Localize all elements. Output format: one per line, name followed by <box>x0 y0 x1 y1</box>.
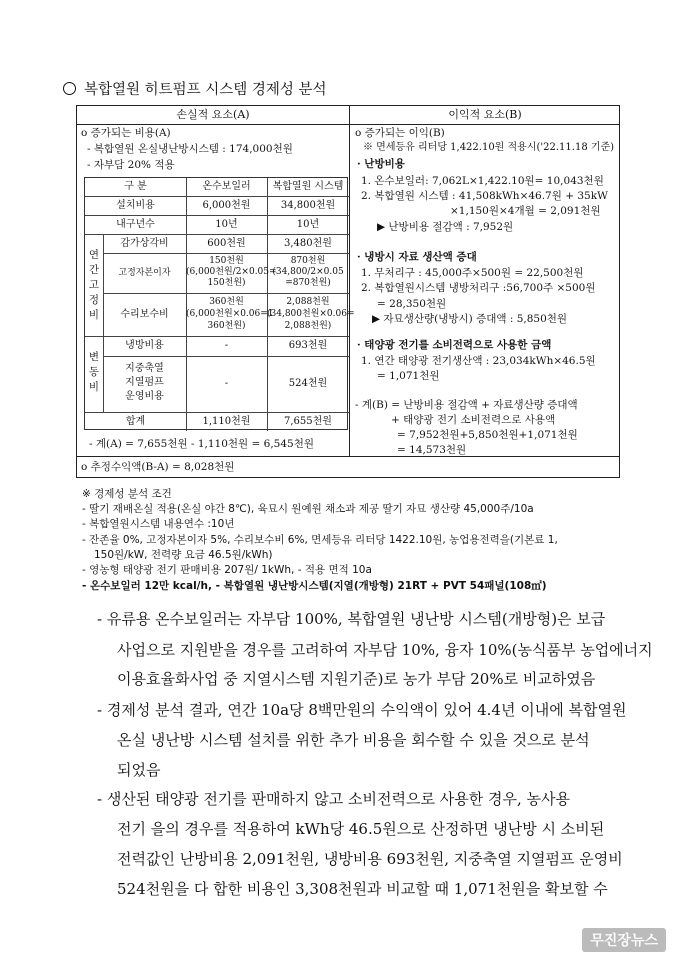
circle-bullet-icon <box>63 82 76 95</box>
geothermal-hybrid: 524천원 <box>288 378 328 389</box>
paragraph-2-line-2: 온실 냉난방 시스템 설치를 위한 추가 비용을 회수할 수 있을 것으로 분석 <box>117 731 590 749</box>
paragraph-1-line-3: 이용효율화사업 중 지열시스템 지원기준)로 농가 부담 20%로 비교하였음 <box>117 670 596 688</box>
capital-interest-boiler-1: 150천원 <box>209 256 244 266</box>
estimate-divider <box>77 456 619 457</box>
fixed-cost-group-label: 연간고정비 <box>88 249 100 321</box>
solar-heading: · 태양광 전기를 소비전력으로 사용한 금액 <box>357 339 552 351</box>
profit-total-line-3: = 7,952천원+5,850천원+1,071천원 <box>397 429 578 441</box>
total-label: 합계 <box>125 416 146 427</box>
install-hybrid: 34,800천원 <box>280 200 336 211</box>
col-header-hybrid: 복합열원 시스템 <box>272 181 344 192</box>
row-line-3 <box>85 234 349 235</box>
depreciation-boiler: 600천원 <box>207 238 246 249</box>
install-boiler: 6,000천원 <box>202 200 251 211</box>
condition-3: - 잔존율 0%, 고정자본이자 5%, 수리보수비 6%, 면세등유 리터당 1422.10원, 농업용전력을(기본료 1, <box>82 534 558 546</box>
condition-1: - 딸기 재배온실 적용(온실 야간 8℃), 육묘시 원예원 채소과 제공 딸기 자묘 생산량 45,000주/10a <box>82 503 534 515</box>
capital-interest-hybrid-3: =870천원) <box>285 278 331 288</box>
cooling-production-heading: · 냉방시 자료 생산액 증대 <box>357 251 477 263</box>
heating-hybrid-line: 2. 복합열원 시스템 : 41,508kWh×46.7원 + 35kW <box>361 190 608 202</box>
repair-boiler-2: (6,000천원×0.06=1 <box>186 309 274 319</box>
system-cost-line: - 복합열원 온실냉난방시스템 : 174,000천원 <box>87 143 293 155</box>
heating-boiler-line: 1. 온수보일러: 7,062L×1,422.10원= 10,043천원 <box>361 175 604 187</box>
profit-total-line-4: = 14,573천원 <box>397 444 467 456</box>
depreciation-label: 감가상각비 <box>120 238 169 249</box>
production-increase-line: ▶ 자묘생산량(냉방시) 증대액 : 5,850천원 <box>372 313 568 325</box>
repair-hybrid-2: (34,800천원×0.06= <box>267 309 355 319</box>
cost-comparison-table <box>84 177 355 430</box>
profit-total-line-2: + 태양광 전기 소비전력으로 사용액 <box>391 414 556 426</box>
estimated-profit-line: o 추정수익액(B-A) = 8,028천원 <box>81 461 235 473</box>
column-divider <box>349 106 350 456</box>
lifespan-label: 내구년수 <box>116 219 155 230</box>
header-divider <box>77 124 619 125</box>
watermark-logo: 무진장뉴스 <box>582 928 666 952</box>
row-line-1 <box>85 196 349 197</box>
solar-production-line: 1. 연간 태양광 전기생산액 : 23,034kWh×46.5원 <box>361 355 596 367</box>
paragraph-1-line-1: - 유류용 온수보일러는 자부담 100%, 복합열원 냉난방 시스템(개방형)은 보급 <box>97 610 606 628</box>
heating-cost-heading: · 난방비용 <box>357 158 405 170</box>
repair-label: 수리보수비 <box>120 309 169 320</box>
cooling-cost-label: 냉방비용 <box>125 340 164 351</box>
cooling-cost-hybrid: 693천원 <box>288 340 328 351</box>
untreated-line: 1. 무처리구 : 45,000주×500원 = 22,500천원 <box>361 267 584 279</box>
paragraph-2-line-3: 되었음 <box>117 761 161 779</box>
geothermal-label-3: 운영비용 <box>125 391 164 402</box>
paragraph-2-line-1: - 경제성 분석 결과, 연간 10a당 8백만원의 수익액이 있어 4.4년 이내에 복합열원 <box>97 701 627 719</box>
lifespan-boiler: 10년 <box>215 219 238 230</box>
loss-total-line: - 계(A) = 7,655천원 - 1,110천원 = 6,545천원 <box>89 438 315 450</box>
capital-interest-boiler-3: 150천원) <box>207 278 246 288</box>
increased-profit-heading: o 증가되는 이익(B) <box>355 127 445 139</box>
condition-4: - 영농형 태양광 전기 판매비용 207원/ 1kWh, - 적용 면적 10a <box>82 564 372 576</box>
profit-total-line: - 계(B) = 난방비용 절감액 + 자료생산량 증대액 <box>355 399 578 411</box>
self-pay-line: - 자부담 20% 적용 <box>87 159 175 171</box>
profit-header: 이익적 요소(B) <box>448 108 522 121</box>
geothermal-label-1: 지중축열 <box>125 363 164 374</box>
paragraph-3-line-1: - 생산된 태양광 전기를 판매하지 않고 소비전력으로 사용한 경우, 농사용 <box>97 790 570 808</box>
kerosene-note: ※ 면세등유 리터당 1,422.10원 적용시('22.11.18 기준) <box>363 142 615 153</box>
row-line-5 <box>103 293 349 294</box>
conditions-heading: ※ 경제성 분석 조건 <box>82 488 172 500</box>
cooling-treated-line-cont: = 28,350천원 <box>377 298 447 310</box>
geothermal-label-2: 지열펌프 <box>125 377 164 388</box>
total-boiler: 1,110천원 <box>202 416 251 427</box>
depreciation-hybrid: 3,480천원 <box>284 238 332 249</box>
heating-savings-line: ▶ 난방비용 절감액 : 7,952원 <box>377 221 514 233</box>
increased-cost-heading: o 증가되는 비용(A) <box>81 127 171 139</box>
total-hybrid: 7,655천원 <box>284 416 332 427</box>
row-line-6 <box>85 336 349 337</box>
repair-hybrid-1: 2,088천원 <box>286 297 330 307</box>
condition-5: - 온수보일러 12만 kcal/h, - 복합열원 냉난방시스템(지열(개방형) 21RT + PVT 54패널(108㎡) <box>82 580 547 592</box>
paragraph-3-line-4: 524천원을 다 합한 비용인 3,308천원과 비교할 때 1,071천원을 확보할 수 <box>117 880 608 898</box>
lifespan-hybrid: 10년 <box>296 219 320 230</box>
solar-production-line-cont: = 1,071천원 <box>377 370 440 382</box>
condition-2: - 복합열원시스템 내용연수 :10년 <box>82 518 235 530</box>
section-title: 복합열원 히트펌프 시스템 경제성 분석 <box>63 78 327 99</box>
capital-interest-hybrid-2: (34,800/2×0.05 <box>272 267 344 277</box>
row-line-2 <box>85 215 349 216</box>
cooling-cost-boiler: - <box>224 340 229 351</box>
geothermal-boiler: - <box>224 378 229 389</box>
paragraph-1-line-2: 사업으로 지원받을 경우를 고려하여 자부담 10%, 융자 10%(농식품부 농업에너지 <box>117 641 653 659</box>
cooling-treated-line: 2. 복합열원시스템 냉방처리구 :56,700주 ×500원 <box>361 282 596 294</box>
repair-boiler-3: 360천원) <box>207 321 246 331</box>
capital-interest-hybrid-1: 870천원 <box>290 256 326 266</box>
install-label: 설치비용 <box>116 200 155 211</box>
col-header-category: 구 분 <box>124 181 147 192</box>
capital-interest-boiler-2: (6,000천원/2×0.05= <box>186 267 277 277</box>
heating-hybrid-line-cont: ×1,150원×4개월 = 2,091천원 <box>450 205 601 217</box>
row-line-8 <box>85 412 349 413</box>
repair-boiler-1: 360천원 <box>209 297 244 307</box>
repair-hybrid-3: 2,088천원) <box>284 321 332 331</box>
capital-interest-label: 고정자본이자 <box>118 268 171 278</box>
paragraph-3-line-2: 전기 을의 경우를 적용하여 kWh당 46.5원으로 산정하면 냉난방 시 소비된 <box>117 820 605 838</box>
row-line-4 <box>103 253 349 254</box>
condition-3-cont: 150원/kW, 전력량 요금 46.5원/kWh) <box>94 549 273 561</box>
paragraph-3-line-3: 전력값인 난방비용 2,091천원, 냉방비용 693천원, 지중축열 지열펌프 운영비 <box>117 850 623 868</box>
variable-cost-group-label: 변동비 <box>88 351 100 393</box>
loss-header: 손실적 요소(A) <box>176 108 250 121</box>
col-header-boiler: 온수보일러 <box>202 181 251 192</box>
row-line-7 <box>103 356 349 357</box>
